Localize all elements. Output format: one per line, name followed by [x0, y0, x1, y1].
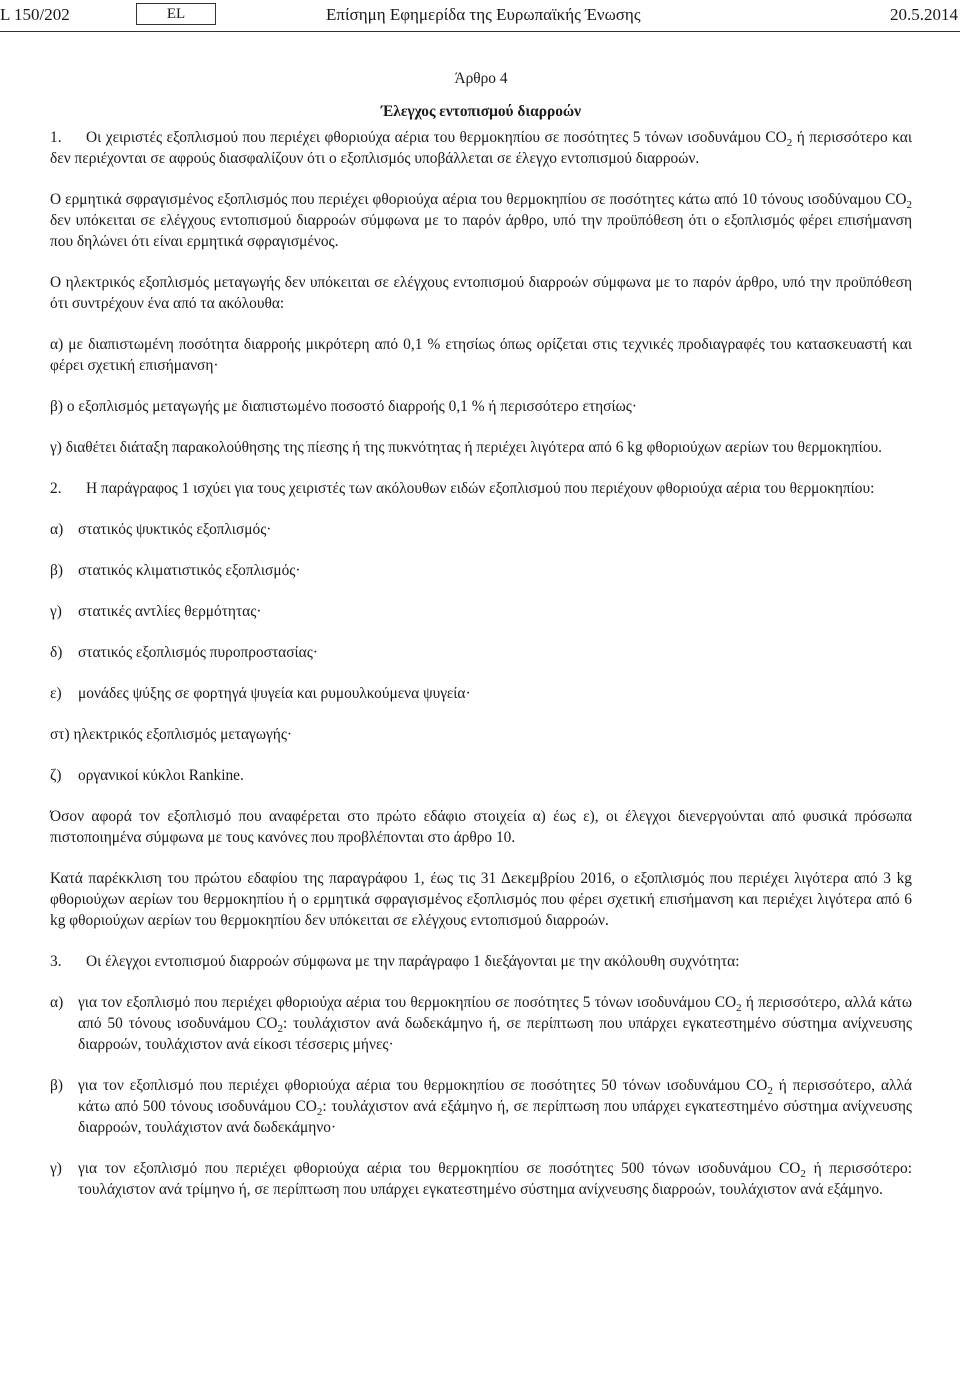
- equipment-item: [50, 683, 912, 704]
- item-text: στατικός κλιματιστικός εξοπλισμός·: [78, 562, 301, 579]
- item-text: με διαπιστωμένη ποσότητα διαρροής μικρότερη από 0,1 % ετησίως όπως ορίζεται στις τεχνικές προδιαγραφές του κατασκευαστή και φέρει σχετική επισήμανση·: [50, 336, 912, 374]
- paragraph-3: [50, 951, 912, 972]
- item-text: διαθέτει διάταξη παρακολούθησης της πίεσης ή της πυκνότητας ή περιέχει λιγότερα από 6 kg φθοριούχων αερίων του θερμοκηπίου.: [65, 439, 882, 456]
- page-header: [0, 3, 960, 29]
- language-badge: EL: [136, 3, 216, 25]
- item-text: : τουλάχιστον ανά εξάμηνο ή, σε περίπτωση που υπάρχει εγκατεστημένο σύστημα ανίχνευσης διαρροών, τουλάχιστον ανά δωδεκάμηνο·: [78, 1098, 912, 1136]
- frequency-item: [50, 1075, 912, 1138]
- article-title: Έλεγχος εντοπισμού διαρροών: [380, 103, 582, 120]
- item-text: για τον εξοπλισμό που περιέχει φθοριούχα αέρια του θερμοκηπίου σε ποσότητες 50 τόνων ισοδυνάμου CO: [78, 1077, 768, 1094]
- equipment-item: [50, 642, 912, 663]
- item-label: ζ): [50, 767, 62, 784]
- equipment-item: [50, 765, 912, 786]
- paragraph-number: 1.: [50, 129, 62, 146]
- item-label: α): [50, 994, 64, 1011]
- condition-item: [50, 334, 912, 376]
- item-label: ε): [50, 685, 62, 702]
- subscript: 2: [906, 199, 912, 212]
- paragraph-text: Οι έλεγχοι εντοπισμού διαρροών σύμφωνα με την παράγραφο 1 διεξάγονται με την ακόλουθη συχνότητα:: [86, 953, 740, 970]
- item-label: γ): [50, 603, 62, 620]
- item-label: β): [50, 398, 63, 415]
- item-text: ηλεκτρικός εξοπλισμός μεταγωγής·: [73, 726, 293, 743]
- paragraph-1-hermetic: [50, 189, 912, 252]
- item-text: : τουλάχιστον ανά δωδεκάμηνο ή, σε περίπτωση που υπάρχει εγκατεστημένο σύστημα ανίχνευσης διαρροών, τουλάχιστον ανά είκοσι τέσσερις μήνες·: [78, 1015, 912, 1053]
- item-label: γ): [50, 1160, 62, 1177]
- paragraph-2-derogation: Κατά παρέκκλιση του πρώτου εδαφίου της παραγράφου 1, έως τις 31 Δεκεμβρίου 2016, ο εξοπλισμός που περιέχει λιγότερα από 3 kg φθοριούχων αερίων του θερμοκηπίου ή ο ερμητικά σφραγισμένος εξοπλισμός που φέρει σχετική επισήμανση και περιέχει λιγότερα από 6 kg φθοριούχων αερίων του θερμοκηπίου δεν υπόκειται σε ελέγχους εντοπισμού διαρροών.: [50, 870, 912, 929]
- item-text: στατικές αντλίες θερμότητας·: [78, 603, 262, 620]
- paragraph-text: Ο ερμητικά σφραγισμένος εξοπλισμός που περιέχει φθοριούχα αέρια του θερμοκηπίου σε ποσότητες κάτω από 10 τόνους ισοδύναμου CO: [50, 191, 907, 208]
- item-label: γ): [50, 439, 62, 456]
- item-label: α): [50, 336, 64, 353]
- item-text: για τον εξοπλισμό που περιέχει φθοριούχα αέρια του θερμοκηπίου σε ποσότητες 500 τόνων ισοδυνάμου CO: [78, 1160, 801, 1177]
- header-rule: [0, 31, 960, 32]
- paragraph-2-certification: Όσον αφορά τον εξοπλισμό που αναφέρεται στο πρώτο εδάφιο στοιχεία α) έως ε), οι έλεγχοι διενεργούνται από φυσικά πρόσωπα πιστοποιημένα σύμφωνα με τους κανόνες που προβλέπονται στο άρθρο 10.: [50, 808, 912, 846]
- equipment-item: [50, 724, 912, 745]
- item-text: στατικός ψυκτικός εξοπλισμός·: [78, 521, 272, 538]
- paragraph-text: Η παράγραφος 1 ισχύει για τους χειριστές των ακόλουθων ειδών εξοπλισμού που περιέχουν φθοριούχα αέρια του θερμοκηπίου:: [86, 480, 875, 497]
- page-reference: L 150/202: [0, 5, 70, 24]
- condition-item: [50, 437, 912, 458]
- article-body: [50, 68, 912, 1220]
- paragraph-number: 2.: [50, 480, 62, 497]
- item-text: για τον εξοπλισμό που περιέχει φθοριούχα αέρια του θερμοκηπίου σε ποσότητες 5 τόνων ισοδυνάμου CO: [78, 994, 737, 1011]
- equipment-item: [50, 560, 912, 581]
- item-text: ή περισσότερο, αλλά κάτω από 500 τόνους ισοδυνάμου CO: [78, 1077, 912, 1115]
- item-label: α): [50, 521, 64, 538]
- subscript: 2: [277, 1023, 283, 1036]
- frequency-item: [50, 1158, 912, 1200]
- publication-date: 20.5.2014: [890, 5, 958, 24]
- subscript: 2: [800, 1168, 806, 1181]
- item-text: οργανικοί κύκλοι Rankine.: [78, 767, 244, 784]
- condition-item: [50, 396, 912, 417]
- article-number: Άρθρο 4: [454, 70, 508, 87]
- paragraph-number: 3.: [50, 953, 62, 970]
- subscript: 2: [736, 1002, 742, 1015]
- paragraph-1-switchgear: Ο ηλεκτρικός εξοπλισμός μεταγωγής δεν υπόκειται σε ελέγχους εντοπισμού διαρροών σύμφωνα με το παρόν άρθρο, υπό την προϋπόθεση ότι συντρέχουν ένα από τα ακόλουθα:: [50, 274, 912, 312]
- item-text: ή περισσότερο: τουλάχιστον ανά τρίμηνο ή, σε περίπτωση που υπάρχει εγκατεστημένο σύστημα ανίχνευσης διαρροών, τουλάχιστον ανά εξάμηνο.: [78, 1160, 912, 1198]
- equipment-item: [50, 601, 912, 622]
- subscript: 2: [316, 1106, 323, 1119]
- item-text: στατικός εξοπλισμός πυροπροστασίας·: [78, 644, 318, 661]
- item-label: δ): [50, 644, 63, 661]
- equipment-item: [50, 519, 912, 540]
- item-label: β): [50, 562, 63, 579]
- item-label: στ): [50, 726, 70, 743]
- item-text: ο εξοπλισμός μεταγωγής με διαπιστωμένο ποσοστό διαρροής 0,1 % ή περισσότερο ετησίως·: [66, 398, 637, 415]
- subscript: 2: [767, 1085, 773, 1098]
- paragraph-1: [50, 127, 912, 169]
- paragraph-2: [50, 478, 912, 499]
- journal-title: Επίσημη Εφημερίδα της Ευρωπαϊκής Ένωσης: [326, 5, 641, 24]
- frequency-item: [50, 992, 912, 1055]
- item-text: ή περισσότερο, αλλά κάτω από 50 τόνους ισοδυνάμου CO: [78, 994, 912, 1032]
- paragraph-text: Οι χειριστές εξοπλισμού που περιέχει φθοριούχα αέρια του θερμοκηπίου σε ποσότητες 5 τόνων ισοδυνάμου CO: [86, 129, 787, 146]
- paragraph-text: ή περισσότερο και δεν περιέχονται σε αφρούς διασφαλίζουν ότι ο εξοπλισμός υποβάλλεται σε έλεγχο εντοπισμού διαρροών.: [50, 129, 912, 167]
- subscript: 2: [786, 137, 793, 150]
- item-text: μονάδες ψύξης σε φορτηγά ψυγεία και ρυμουλκούμενα ψυγεία·: [78, 685, 471, 702]
- paragraph-text: δεν υπόκειται σε ελέγχους εντοπισμού διαρροών σύμφωνα με το παρόν άρθρο, υπό την προϋπόθεση ότι ο εξοπλισμός φέρει επισήμανση που δηλώνει ότι είναι ερμητικά σφραγισμένος.: [50, 212, 912, 250]
- item-label: β): [50, 1077, 63, 1094]
